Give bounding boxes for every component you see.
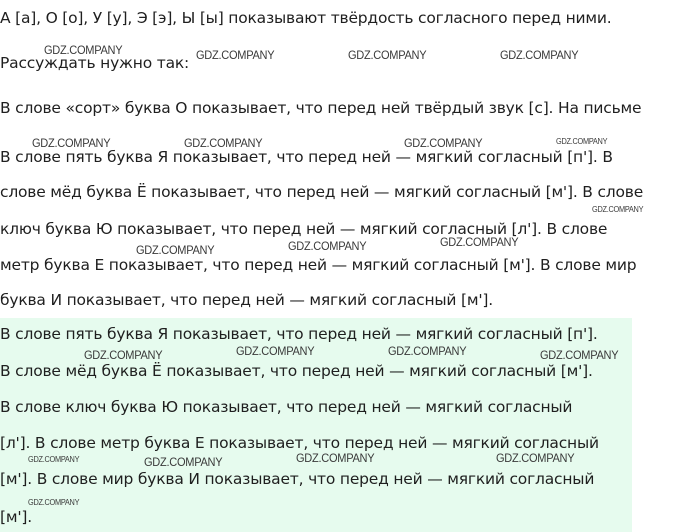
watermark: GDZ.COMPANY [236,344,315,358]
watermark: GDZ.COMPANY [144,455,223,469]
text-line: В слове пять буква Я показывает, что перед ней — мягкий согласный [п']. В [0,148,613,166]
watermark: GDZ.COMPANY [288,239,367,253]
watermark: GDZ.COMPANY [196,48,275,62]
watermark: GDZ.COMPANY [296,451,375,465]
text-line: В слове «сорт» буква О показывает, что перед ней твёрдый звук [с]. На письме [0,99,642,117]
watermark: GDZ.COMPANY [404,136,483,150]
watermark: GDZ.COMPANY [540,348,619,362]
watermark: GDZ.COMPANY [136,243,215,257]
highlighted-text-line: [л']. В слове метр буква Е показывает, что перед ней — мягкий согласный [0,434,599,452]
highlighted-text-line: В слове пять буква Я показывает, что перед ней — мягкий согласный [п']. [0,325,598,343]
highlighted-text-line: В слове ключ буква Ю показывает, что перед ней — мягкий согласный [0,398,573,416]
watermark: GDZ.COMPANY [84,348,163,362]
watermark: GDZ.COMPANY [28,498,80,507]
text-line: метр буква Е показывает, что перед ней — мягкий согласный [м']. В слове мир [0,256,637,274]
watermark: GDZ.COMPANY [348,48,427,62]
text-line: ключ буква Ю показывает, что перед ней — мягкий согласный [л']. В слове [0,220,608,238]
watermark: GDZ.COMPANY [32,136,111,150]
highlighted-text-line: В слове мёд буква Ё показывает, что перед ней — мягкий согласный [м']. [0,362,593,380]
watermark: GDZ.COMPANY [556,137,608,146]
watermark: GDZ.COMPANY [500,48,579,62]
watermark: GDZ.COMPANY [184,136,263,150]
watermark: GDZ.COMPANY [592,205,644,214]
watermark: GDZ.COMPANY [496,451,575,465]
highlighted-text-line: [м']. В слове мир буква И показывает, что перед ней — мягкий согласный [0,470,595,488]
text-line: буква И показывает, что перед ней — мягкий согласный [м']. [0,291,493,309]
text-line: А [а], О [о], У [у], Э [э], Ы [ы] показывают твёрдость согласного перед ними. [0,9,612,27]
watermark: GDZ.COMPANY [28,455,80,464]
watermark: GDZ.COMPANY [388,344,467,358]
watermark: GDZ.COMPANY [440,235,519,249]
watermark: GDZ.COMPANY [44,43,123,57]
text-line: слове мёд буква Ё показывает, что перед ней — мягкий согласный [м']. В слове [0,183,644,201]
text-line: Рассуждать нужно так: [0,54,190,72]
highlighted-text-line: [м']. [0,508,32,526]
